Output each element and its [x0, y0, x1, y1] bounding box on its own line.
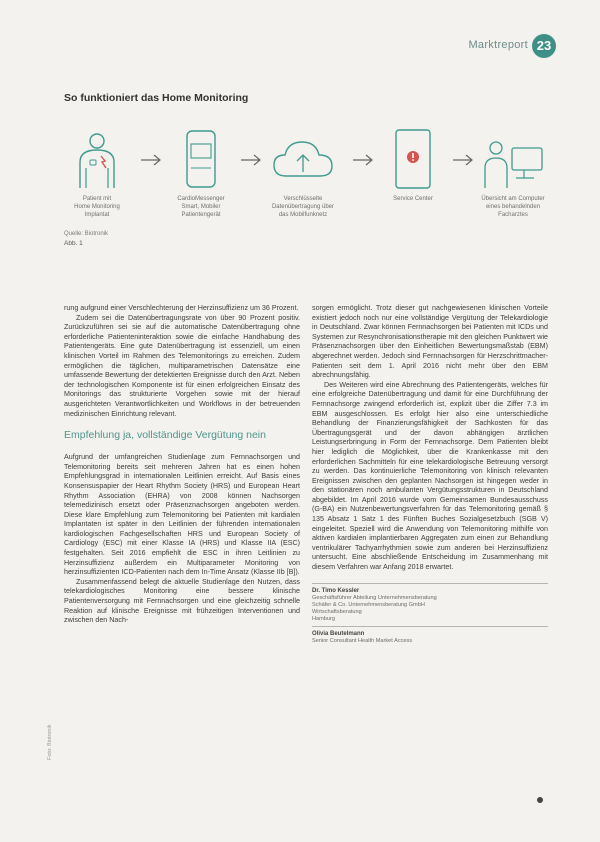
home-monitoring-diagram [54, 128, 554, 236]
diagram-source: Quelle: Biotronik [64, 231, 109, 237]
page-number-badge: 23 [532, 34, 556, 58]
step-caption: Patient mit Home Monitoring Implantat [74, 196, 120, 218]
author-detail: Wirtschaftsberatung [312, 609, 362, 616]
arrow-right-icon [352, 154, 374, 166]
paragraph: Des Weiteren wird eine Abrechnung des Patientengeräts, welches für eine erfolgreiche Datenübertragung und damit für eine Durchführung der Fernnachsorge zwingend erforderlich ist, explizit über die Ziffer 7.3 im EBM ausgeschlossen. Es erfolgt hier also eine unterschiedliche Behandlung der Finanzierungsfähigkeit der Sachkosten für das Übertragungsgerät und der davon abhängigen ärztlichen Leistungserbringung in Form der Fernnachsorge. Dem Patienten bleibt hier lediglich die Möglichkeit, über die Krankenkasse mit den erforderlichen Sachmitteln für eine telekardiologische Betreuung versorgt zu werden. Das kontinuierliche Telemonitoring von klinisch relevanten Ereignissen zwischen den geplanten Nachsorgen ist hingegen weder in den stationären noch ambulanten Vergütungsstrukturen in Deutschland abgebildet. Im April 2016 wurde vom Gemeinsamen Bundesausschuss (G-BA) ein Nutzenbewertungsverfahren für das Telemonitoring gemäß § 135 Absatz 1 Satz 1 des Fünften Buches Sozialgesetzbuch (SGB V) eingeleitet. Speziell wird die Anwendung von Telemonitoring mithilfe von aktiven kardialen implantierbaren Aggregaten zum einen zur Behandlung ventrikulärer Tachyarrhythmien sowie zum anderen bei Herzinsuffizienz untersucht. Eine abschließende Entscheidung im Zusammenhang mit diesem Verfahren war Anfang 2018 erwartet. [312, 380, 548, 572]
cardio-messenger-device-icon [178, 128, 224, 190]
article-column-left [64, 304, 300, 626]
paragraph: sorgen ermöglicht. Trotz dieser gut nachgewiesenen klinischen Vorteile existiert jedoch noch nur eine vollständige Vergütung der Telekardiologie in Deutschland. Zwar können Fernnachsorgen bei Patienten mit ICDs und Systemen zur Resynchronisationstherapie mit den gleichen Punktwert wie Präsenznachsorgen über den Einheitlichen Bewertungsmaßstab (EBM) abgerechnet werden. Jedoch sind Fernnachsorgen für Herzschrittmacher-Patienten seit dem 1. April 2016 nicht mehr über den EBM abrechnungsfähig. [312, 304, 548, 380]
service-center-icon [390, 128, 436, 190]
section-subheading: Empfehlung ja, vollständige Vergütung nein [64, 429, 266, 442]
arrow-right-icon [452, 154, 474, 166]
author-info [312, 583, 548, 624]
cloud-upload-icon [268, 128, 338, 190]
doctor-at-computer-icon [480, 128, 546, 190]
paragraph: rung aufgrund einer Verschlechterung der Herzinsuffizienz um 36 Prozent. [64, 304, 299, 312]
paragraph: Zudem sei die Datenübertragungsrate von über 90 Prozent positiv. Zurückzuführen sei sie auf die automatische Datenübertragung ohne erforderliche Patienteninteraktion sowie die einfache Handhabung des Patientengeräts. Eine gute Datenübertragung ist essenziell, um einen klinischen Vorteil im Rahmen des Telemonitorings zu erreichen. Zudem ermöglichen die täglichen, multiparametrischen Datensätze eine umfassende Bewertung der detektierten Ereignisse durch den Arzt. Neben der technologischen Komponente ist für einen erfolgreichen Einsatz des Monitorings das strukturierte Vorgehen sowie mit der hierauf ausgerichteten Verantwortlichkeiten und Workflows in der betreuenden medizinischen Einrichtung relevant. [64, 313, 300, 418]
paragraph: Aufgrund der umfangreichen Studienlage zum Fernnachsorgen und Telemonitoring bereits seit mehreren Jahren hat es einen hohen Empfehlungsgrad in internationalen Leitlinien erreicht. Auf Basis eines Konsensuspapier der Heart Rhythm Society (HRS) und European Heart Rhythm Association (EHRA) von 2008 können Nachsorgen telemedizinisch ersetzt oder Präsenznachsorgen angeboten werden. Diese klare Empfehlung zum Telemonitoring bei Patienten mit kardialen Implantaten ist später in den Leitlinien der führenden internationalen kardiologischen Fachgesellschaften HRS und European Society of Cardiology (ESC) mit einer Klasse IA (HRS) und Klasse IIA (ESC) festgehalten. Seit 2016 empfiehlt die ESC in ihren Leitlinien zu Herzinsuffizienz außerdem ein Multiparameter Monitoring von herzinsuffizienten ICD-Patienten nach dem In-Time Ansatz (Klasse IIb [B]). [64, 453, 300, 577]
patient-with-implant-icon [68, 128, 126, 190]
author-detail: Hamburg [312, 616, 336, 623]
header-label: Marktreport [468, 39, 528, 51]
author-detail: Senior Consultant Health Market Access [312, 638, 413, 645]
paragraph: Zusammenfassend belegt die aktuelle Studienlage den Nutzen, dass telekardiologisches Monitoring eine bessere klinische Patientenversorgung mit Fernnachsorgen und eine gleichzeitig schnelle Reaktion auf klinische Ereignisse mit frühzeitigen Interventionen und zwischen den Nach- [64, 577, 300, 625]
author-detail: Geschäftsführer Abteilung Unternehmensberatung [312, 594, 437, 601]
author-info [312, 626, 548, 645]
step-caption: CardioMessenger Smart, Mobiler Patientengerät [177, 196, 225, 218]
step-caption: Verschlüsselte Datenübertragung über das Mobilfunknetz [271, 196, 335, 218]
article-column-right [312, 304, 548, 646]
arrow-right-icon [140, 154, 162, 166]
author-name: Dr. Timo Kessler [312, 587, 360, 594]
author-name: Olivia Beutelmann [312, 631, 365, 638]
diagram-title: So funktioniert das Home Monitoring [64, 92, 249, 104]
step-caption: Service Center [393, 196, 433, 202]
arrow-right-icon [240, 154, 262, 166]
end-of-article-marker [537, 797, 543, 803]
author-detail: Schäfer & Co. Unternehmensberatung GmbH [312, 601, 425, 608]
step-caption: Übersicht am Computer eines behandelnden Facharztes [481, 196, 545, 218]
photo-credit: Foto: Biotronik [47, 724, 53, 760]
figure-reference: Abb. 1 [64, 240, 83, 247]
